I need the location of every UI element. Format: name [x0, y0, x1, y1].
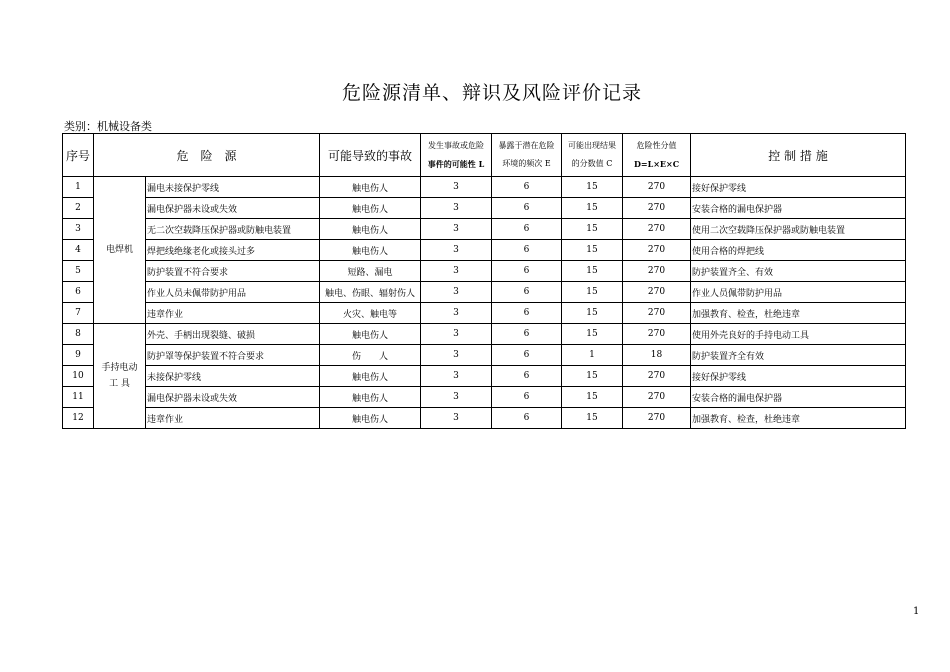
row-control: 使用二次空载降压保护器或防触电装置 — [691, 219, 906, 240]
row-E: 6 — [492, 240, 562, 261]
row-L: 3 — [421, 219, 492, 240]
document-title: 危险源清单、辩识及风险评价记录 — [341, 82, 642, 104]
table-row — [63, 324, 906, 345]
row-C: 15 — [562, 324, 623, 345]
category-label: 类别：机械设备类 — [64, 120, 152, 133]
row-E: 6 — [492, 303, 562, 324]
header-D-line1: 危险性分值 — [636, 141, 677, 150]
row-control: 加强教育、检查，杜绝违章 — [691, 303, 906, 324]
row-hazard: 未接保护零线 — [146, 366, 320, 387]
row-C: 15 — [562, 366, 623, 387]
header-hazard-label: 危 险 源 — [176, 148, 237, 163]
row-E: 6 — [492, 177, 562, 198]
row-accident: 触电伤人 — [320, 366, 421, 387]
row-C: 15 — [562, 198, 623, 219]
row-L: 3 — [421, 261, 492, 282]
row-L: 3 — [421, 177, 492, 198]
row-E: 6 — [492, 198, 562, 219]
row-hazard: 无二次空载降压保护器或防触电装置 — [146, 219, 320, 240]
header-D — [623, 134, 691, 177]
header-L-line1: 发生事故或危险 — [428, 141, 485, 150]
table-row — [63, 366, 906, 387]
row-accident: 火灾、触电等 — [320, 303, 421, 324]
row-C: 15 — [562, 303, 623, 324]
table-row — [63, 240, 906, 261]
page-number: 1 — [913, 606, 920, 617]
row-hazard: 焊把线绝缘老化或接头过多 — [146, 240, 320, 261]
table-row — [63, 261, 906, 282]
row-hazard: 漏电保护器未设或失效 — [146, 387, 320, 408]
table-row — [63, 219, 906, 240]
row-hazard: 防护罩等保护装置不符合要求 — [146, 345, 320, 366]
group-welder — [94, 177, 146, 324]
table-row — [63, 282, 906, 303]
row-L: 3 — [421, 198, 492, 219]
row-D: 270 — [623, 240, 691, 261]
row-control: 作业人员佩带防护用品 — [691, 282, 906, 303]
header-C-line1: 可能出现结果 — [568, 141, 617, 150]
row-no: 10 — [63, 366, 94, 387]
row-no: 5 — [63, 261, 94, 282]
row-D: 270 — [623, 366, 691, 387]
header-L — [421, 134, 492, 177]
row-L: 3 — [421, 345, 492, 366]
row-C: 15 — [562, 177, 623, 198]
row-control: 防护装置齐全、有效 — [691, 261, 906, 282]
hazard-table — [62, 133, 906, 429]
row-C: 15 — [562, 282, 623, 303]
row-no: 7 — [63, 303, 94, 324]
table-row — [63, 177, 906, 198]
header-seq: 序号 — [63, 134, 94, 177]
row-L: 3 — [421, 303, 492, 324]
header-control: 控 制 措 施 — [691, 134, 906, 177]
row-C: 15 — [562, 387, 623, 408]
row-D: 270 — [623, 303, 691, 324]
row-L: 3 — [421, 282, 492, 303]
group-handheld-tools — [94, 324, 146, 429]
row-control: 防护装置齐全有效 — [691, 345, 906, 366]
row-control: 接好保护零线 — [691, 177, 906, 198]
table-row — [63, 387, 906, 408]
header-row — [63, 134, 906, 177]
row-D: 270 — [623, 387, 691, 408]
row-E: 6 — [492, 387, 562, 408]
row-E: 6 — [492, 282, 562, 303]
row-L: 3 — [421, 324, 492, 345]
header-C — [562, 134, 623, 177]
row-control: 加强教育、检查，杜绝违章 — [691, 408, 906, 429]
header-accident: 可能导致的事故 — [320, 134, 421, 177]
row-hazard: 作业人员未佩带防护用品 — [146, 282, 320, 303]
row-no: 6 — [63, 282, 94, 303]
row-L: 3 — [421, 387, 492, 408]
row-accident: 伤 人 — [320, 345, 421, 366]
row-no: 1 — [63, 177, 94, 198]
row-no: 3 — [63, 219, 94, 240]
row-D: 270 — [623, 219, 691, 240]
header-C-line2: 的分数值 C — [571, 159, 613, 168]
row-hazard: 防护装置不符合要求 — [146, 261, 320, 282]
header-E — [492, 134, 562, 177]
header-hazard — [94, 134, 320, 177]
row-accident: 短路、漏电 — [320, 261, 421, 282]
row-no: 4 — [63, 240, 94, 261]
table-row — [63, 408, 906, 429]
row-hazard: 漏电保护器未设或失效 — [146, 198, 320, 219]
header-E-line1: 暴露于潜在危险 — [498, 141, 555, 150]
group-welder-label: 电焊机 — [105, 245, 133, 255]
row-D: 270 — [623, 408, 691, 429]
group-handheld-label-line1: 手持电动 — [101, 363, 138, 373]
row-D: 270 — [623, 282, 691, 303]
row-control: 安装合格的漏电保护器 — [691, 387, 906, 408]
row-C: 15 — [562, 261, 623, 282]
row-C: 15 — [562, 240, 623, 261]
row-no: 11 — [63, 387, 94, 408]
row-hazard: 违章作业 — [146, 303, 320, 324]
row-no: 9 — [63, 345, 94, 366]
row-hazard: 违章作业 — [146, 408, 320, 429]
row-E: 6 — [492, 261, 562, 282]
row-control: 使用合格的焊把线 — [691, 240, 906, 261]
row-control: 使用外壳良好的手持电动工具 — [691, 324, 906, 345]
row-C: 15 — [562, 408, 623, 429]
header-E-line2: 环境的频次 E — [502, 159, 551, 168]
row-control: 接好保护零线 — [691, 366, 906, 387]
row-D: 270 — [623, 261, 691, 282]
table-row — [63, 198, 906, 219]
row-no: 2 — [63, 198, 94, 219]
header-D-line2: D=L×E×C — [633, 159, 680, 169]
group-handheld-label-line2: 工 具 — [109, 379, 130, 389]
row-D: 270 — [623, 177, 691, 198]
row-hazard: 外壳、手柄出现裂缝、破损 — [146, 324, 320, 345]
row-L: 3 — [421, 240, 492, 261]
row-D: 270 — [623, 198, 691, 219]
row-E: 6 — [492, 219, 562, 240]
row-hazard: 漏电未接保护零线 — [146, 177, 320, 198]
row-no: 12 — [63, 408, 94, 429]
row-L: 3 — [421, 408, 492, 429]
row-no: 8 — [63, 324, 94, 345]
row-E: 6 — [492, 345, 562, 366]
row-E: 6 — [492, 324, 562, 345]
row-C: 15 — [562, 219, 623, 240]
row-accident: 触电伤人 — [320, 387, 421, 408]
row-control: 安装合格的漏电保护器 — [691, 198, 906, 219]
header-L-line2: 事件的可能性 L — [427, 159, 485, 169]
row-accident: 触电伤人 — [320, 177, 421, 198]
row-accident: 触电伤人 — [320, 324, 421, 345]
row-D: 270 — [623, 324, 691, 345]
row-accident: 触电伤人 — [320, 198, 421, 219]
row-accident: 触电伤人 — [320, 408, 421, 429]
row-E: 6 — [492, 408, 562, 429]
row-accident: 触电、伤眼、辐射伤人 — [320, 282, 421, 303]
row-D: 18 — [623, 345, 691, 366]
table-row — [63, 303, 906, 324]
row-accident: 触电伤人 — [320, 219, 421, 240]
row-E: 6 — [492, 366, 562, 387]
row-C: 1 — [562, 345, 623, 366]
row-L: 3 — [421, 366, 492, 387]
table-row — [63, 345, 906, 366]
row-accident: 触电伤人 — [320, 240, 421, 261]
